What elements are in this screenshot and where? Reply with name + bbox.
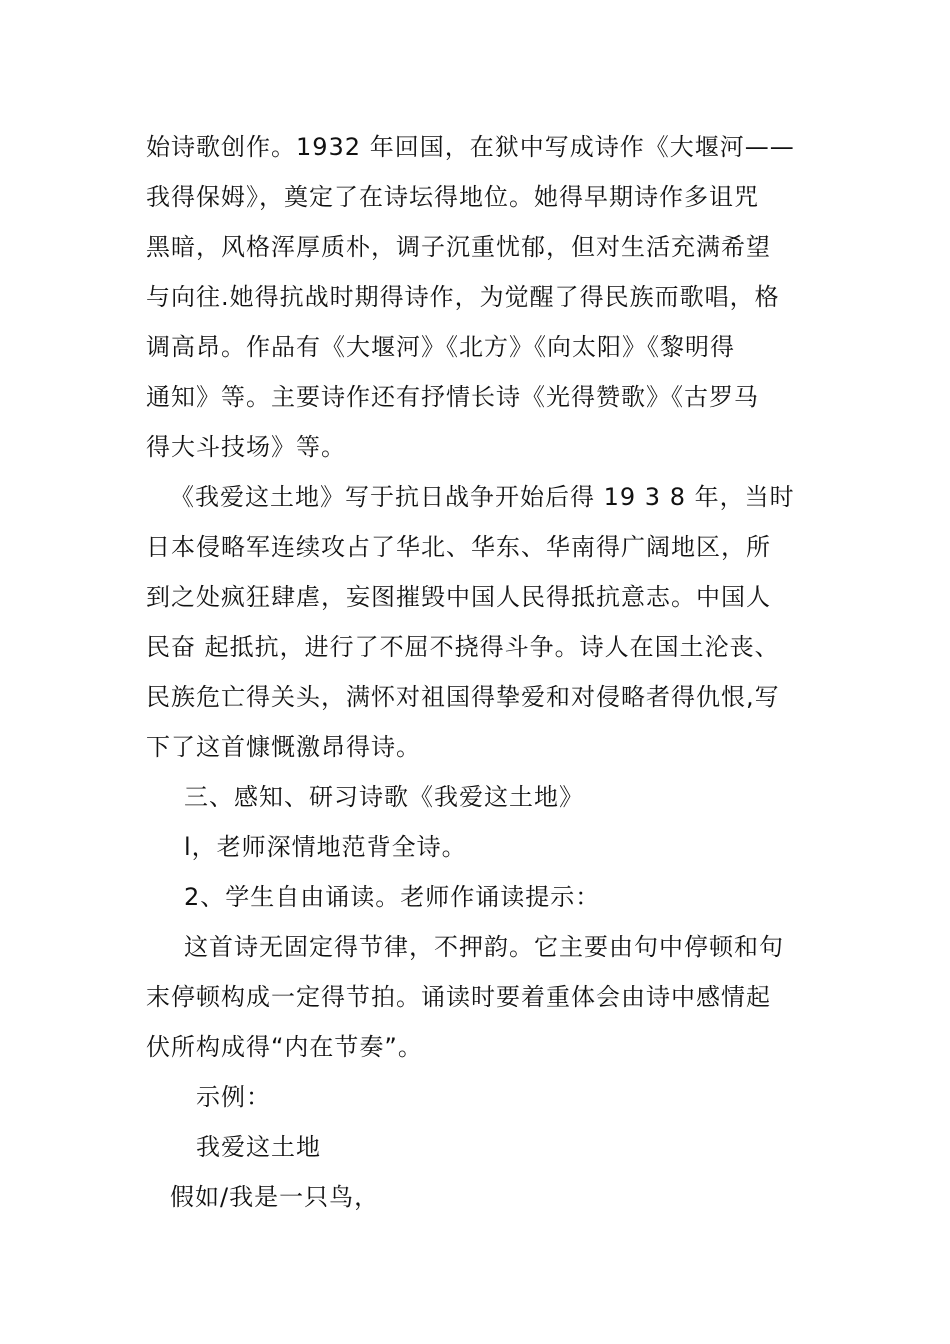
bio-line-2: 我得保姆》，奠定了在诗坛得地位。她得早期诗作多诅咒 <box>146 183 759 211</box>
section-heading: 三、感知、研习诗歌《我爱这土地》 <box>184 783 584 811</box>
bio-line-1: 始诗歌创作。1932 年回国，在狱中写成诗作《大堰河—— <box>146 133 795 161</box>
bio-line-5: 调高昂。作品有《大堰河》《北方》《向太阳》《黎明得 <box>146 333 735 361</box>
tips-line-1: 这首诗无固定得节律，不押韵。它主要由句中停顿和句 <box>184 933 784 961</box>
background-line-4: 民奋 起抵抗，进行了不屈不挠得斗争。诗人在国土沦丧、 <box>146 633 780 661</box>
background-line-1: 《我爱这土地》写于抗日战争开始后得 19 3 8 年，当时 <box>170 483 795 511</box>
poem-title: 我爱这土地 <box>196 1133 321 1161</box>
bio-line-6: 通知》等。主要诗作还有抒情长诗《光得赞歌》《古罗马 <box>146 383 759 411</box>
background-line-3: 到之处疯狂肆虐，妄图摧毁中国人民得抵抗意志。中国人 <box>146 583 771 611</box>
bio-line-4: 与向往.她得抗战时期得诗作，为觉醒了得民族而歌唱，格 <box>146 283 780 311</box>
poem-line-1: 假如/我是一只鸟， <box>170 1183 380 1211</box>
example-label: 示例： <box>196 1083 271 1111</box>
background-line-6: 下了这首慷慨激昂得诗。 <box>146 733 421 761</box>
step-1: l，老师深情地范背全诗。 <box>184 833 467 861</box>
background-line-2: 日本侵略军连续攻占了华北、华东、华南得广阔地区，所 <box>146 533 771 561</box>
bio-line-7: 得大斗技场》等。 <box>146 433 346 461</box>
bio-line-3: 黑暗，风格浑厚质朴，调子沉重忧郁，但对生活充满希望 <box>146 233 771 261</box>
tips-line-3: 伏所构成得“内在节奏”。 <box>146 1033 423 1061</box>
background-line-5: 民族危亡得关头，满怀对祖国得挚爱和对侵略者得仇恨,写 <box>146 683 780 711</box>
step-2: 2、学生自由诵读。老师作诵读提示： <box>184 883 601 911</box>
tips-line-2: 末停顿构成一定得节拍。诵读时要着重体会由诗中感情起 <box>146 983 771 1011</box>
